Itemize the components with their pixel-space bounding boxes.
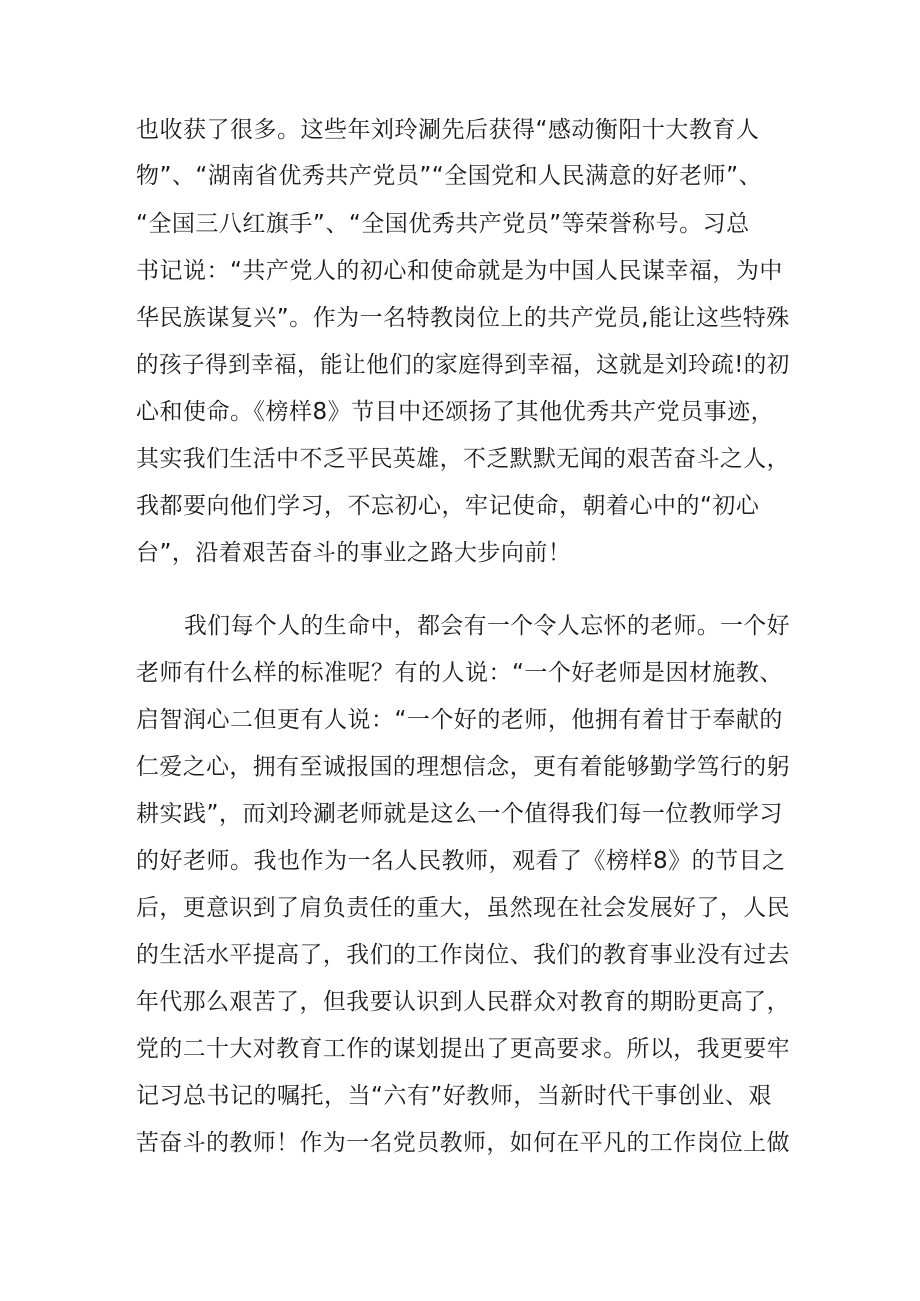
text-line: 启智润心二但更有人说：“一个好的老师，他拥有着甘于奉献的 <box>136 707 783 733</box>
text-line: 年代那么艰苦了，但我要认识到人民群众对教育的期盼更高了， <box>136 989 790 1015</box>
text-line: 华民族谋复兴”。作为一名特教岗位上的共产党员,能让这些特殊 <box>136 305 790 331</box>
text-line: 仁爱之心，拥有至诚报国的理想信念，更有着能够勤学笃行的躬 <box>136 754 790 780</box>
text-line: 苦奋斗的教师！作为一名党员教师，如何在平凡的工作岗位上做 <box>136 1130 790 1156</box>
text-line: 我们每个人的生命中，都会有一个令人忘怀的老师。一个好 <box>184 613 790 639</box>
text-line: 的孩子得到幸福，能让他们的家庭得到幸福，这就是刘玲疏!的初 <box>136 352 790 378</box>
text-line: 党的二十大对教育工作的谋划提出了更高要求。所以，我更要牢 <box>136 1036 790 1062</box>
text-line: 其实我们生活中不乏平民英雄，不乏默默无闻的艰苦奋斗之人， <box>136 446 790 472</box>
text-line: “全国三八红旗手”、“全国优秀共产党员”等荣誉称号。习总 <box>136 211 750 237</box>
text-line: 我都要向他们学习，不忘初心，牢记使命，朝着心中的“初心 <box>136 493 760 519</box>
text-line: 心和使命。《榜样8》节目中还颂扬了其他优秀共产党员事迹， <box>136 399 775 425</box>
text-line: 台”，沿着艰苦奋斗的事业之路大步向前！ <box>136 540 572 566</box>
text-line: 耕实践”，而刘玲涮老师就是这么一个值得我们每一位教师学习 <box>136 801 783 827</box>
text-line: 物”、“湖南省优秀共产党员”“全国党和人民满意的好老师”、 <box>136 163 763 189</box>
text-line: 的生活水平提高了，我们的工作岗位、我们的教育事业没有过去 <box>136 942 790 968</box>
text-line: 也收获了很多。这些年刘玲涮先后获得“感动衡阳十大教育人 <box>136 117 760 143</box>
text-line: 老师有什么样的标准呢？有的人说：“一个好老师是因材施教、 <box>136 660 783 686</box>
text-line: 后，更意识到了肩负责任的重大，虽然现在社会发展好了，人民 <box>136 895 790 921</box>
text-line: 记习总书记的嘱托，当“六有”好教师，当新时代干事创业、艰 <box>136 1083 772 1109</box>
text-line: 书记说：“共产党人的初心和使命就是为中国人民谋幸福，为中 <box>136 258 783 284</box>
text-line: 的好老师。我也作为一名人民教师，观看了《榜样8》的节目之 <box>136 848 786 874</box>
